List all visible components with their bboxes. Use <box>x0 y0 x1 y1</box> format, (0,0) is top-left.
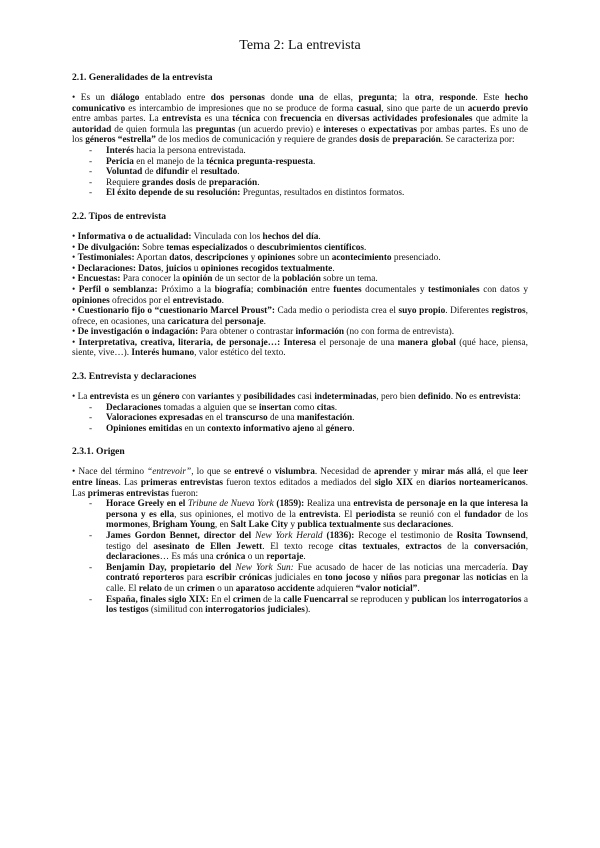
list-item: - Opiniones emitidas en un contexto informativo ajeno al género. <box>89 424 528 435</box>
dash-list <box>72 403 528 435</box>
bold-text: género <box>325 423 353 434</box>
bold-text: Testimoniales: <box>77 253 135 264</box>
bold-text: primeras entrevistas <box>140 478 223 489</box>
bold-text: “valor noticial” <box>355 583 418 594</box>
bold-text: Benjamin Day, propietario del <box>106 562 236 573</box>
bold-text: opiniones <box>72 295 110 306</box>
bold-text: siglo XIX <box>374 478 414 489</box>
bold-text: Pericia <box>106 156 134 167</box>
bold-text: aprender <box>374 467 411 478</box>
bold-text: De investigación o indagación: <box>77 327 199 338</box>
bold-text: hechos del día <box>262 231 319 242</box>
bold-text: caricatura <box>167 316 209 327</box>
bold-text: población <box>282 274 321 285</box>
bold-text: Interpretativa, creativa, literaria, de personaje…: <box>78 337 281 348</box>
bold-text: Opiniones emitidas <box>106 423 183 434</box>
bold-text: suyo propio <box>398 306 446 317</box>
italic-text: “entrevoir” <box>147 467 192 478</box>
bold-text: Perfil o semblanza: <box>78 284 158 295</box>
bold-text: crimen <box>186 583 215 594</box>
bold-text: opiniones <box>257 253 296 264</box>
bold-text: descripciones <box>195 253 249 264</box>
bold-text: citas textuales <box>338 541 398 552</box>
bold-text: publica textualmente <box>297 520 381 531</box>
list-item: - Horace Greely en el Tribune de Nueva York (1859): Realiza una entrevista de personaje en la que interesa la persona y es ella, sus opiniones, el motivo de la entrevista. El periodista se reunió con el fundador de los mormones, Brigham Young, en Salt Lake City y publica textualmente sus declaraciones. <box>89 499 528 531</box>
list-item: • Testimoniales: Aportan datos, descripciones y opiniones sobre un acontecimiento presenciado. <box>72 253 441 264</box>
list-item: • Informativa o de actualidad: Vinculada con los hechos del día. <box>72 231 321 242</box>
bold-text: entrevista <box>162 114 202 125</box>
bold-text: dosis <box>359 135 379 146</box>
bold-text: técnica pregunta-respuesta <box>206 156 313 167</box>
bold-text: Horace Greely en el <box>106 499 188 510</box>
bold-text: relato <box>138 583 162 594</box>
bold-text: los testigos <box>106 605 149 616</box>
bold-text: aparatoso accidente <box>235 583 315 594</box>
list-item: - Valoraciones expresadas en el transcurso de una manifestación. <box>89 413 528 424</box>
italic-text: New York Herald <box>255 531 323 541</box>
bold-text: asesinato de Ellen Jewett <box>153 541 263 552</box>
list-item: • Interpretativa, creativa, literaria, de personaje…: Interesa el personaje de una manera global (qué hace, piensa, siente, vive…). Interés humano, valor estético del texto. <box>72 337 528 359</box>
dash-list <box>72 146 528 199</box>
bold-text: preparación <box>392 135 441 146</box>
bold-text: Cuestionario fijo o “cuestionario Marcel Proust”: <box>77 306 275 317</box>
section-generalidades <box>72 72 528 199</box>
bold-text: Declaraciones <box>106 402 162 413</box>
bold-text: declaraciones <box>397 520 451 531</box>
bold-text: niños <box>380 573 402 584</box>
bold-text: James Gordon Bennet, director del <box>106 531 256 541</box>
bold-text: El éxito depende de su resolución: <box>106 188 241 199</box>
bold-text: fuentes <box>333 284 362 295</box>
bold-text: diversas actividades profesionales <box>336 114 473 125</box>
bold-text: hecho comunicativo <box>72 93 529 114</box>
bold-text: definido <box>418 392 451 403</box>
bold-text: técnica <box>232 114 261 125</box>
bold-text: descubrimientos científicos <box>256 242 364 253</box>
italic-text: Tribune de Nueva York <box>187 499 274 510</box>
bold-text: preguntas <box>195 124 236 135</box>
bold-text: autoridad <box>72 124 112 135</box>
bold-text: temas especializados <box>166 242 248 253</box>
list-item: • Cuestionario fijo o “cuestionario Marcel Proust”: Cada medio o periodista crea el suyo propio. Diferentes registros, ofrece, en ocasiones, una caricatura del personaje. <box>72 306 528 327</box>
bold-text: escribir crónicas <box>205 573 272 584</box>
bold-text: entrevista <box>479 392 519 403</box>
bold-text: entrevé <box>234 467 264 478</box>
section-origen <box>72 446 528 615</box>
bold-text: mormones <box>106 520 148 531</box>
list-item: - Requiere grandes dosis de preparación. <box>89 178 528 189</box>
bold-text: grandes dosis <box>141 177 196 188</box>
bold-text: No <box>455 392 467 403</box>
bold-text: una <box>298 93 314 103</box>
bold-text: Day contrató reporteros <box>106 562 528 584</box>
bold-text: género <box>152 392 180 403</box>
bold-text: Interés humano <box>131 348 195 359</box>
bold-text: registros <box>491 306 526 317</box>
section-tipos <box>72 211 528 359</box>
bold-text: entrevista <box>299 509 339 520</box>
section-heading: 2.1. Generalidades de la entrevista <box>72 72 213 83</box>
bold-text: juicios <box>165 263 192 274</box>
bold-text: interrogatorios <box>461 594 522 605</box>
bold-text: entrevistado <box>172 295 222 306</box>
bold-text: datos <box>169 253 191 264</box>
bold-text: posibilidades <box>243 392 296 403</box>
list-item: - Pericia en el manejo de la técnica pregunta-respuesta. <box>89 157 528 168</box>
bold-text: acuerdo previo <box>467 103 528 114</box>
bold-text: interrogatorios judiciales <box>205 605 305 616</box>
section-heading: 2.3. Entrevista y declaraciones <box>72 371 197 383</box>
bold-text: manifestación <box>296 413 353 424</box>
bold-text: dos personas <box>210 93 265 103</box>
bold-text: pregonar <box>423 573 461 584</box>
bold-text: (1859): <box>273 499 305 510</box>
bold-text: Encuestas: <box>77 274 121 285</box>
bold-text: noticias <box>476 573 507 584</box>
list-item: • De divulgación: Sobre temas especializados o descubrimientos científicos. <box>72 242 367 253</box>
bold-text: variantes <box>197 392 235 403</box>
bold-text: acontecimiento <box>331 253 392 264</box>
bold-text: periodista <box>355 509 396 520</box>
list-item: • Perfil o semblanza: Próximo a la biografía; combinación entre fuentes documentales y testimoniales con datos y opiniones ofrecidos por el entrevistado. <box>72 284 528 306</box>
bold-text: información <box>295 327 345 338</box>
page-title: Tema 2: La entrevista <box>239 38 361 53</box>
list-item: • De investigación o indagación: Para obtener o contrastar información (no con forma de entrevista). <box>72 327 455 338</box>
bold-text: Interesa <box>283 337 316 348</box>
bold-text: crónica <box>216 552 246 563</box>
list-item: - Voluntad de difundir el resultado. <box>89 167 528 178</box>
bold-text: Declaraciones: <box>77 263 136 274</box>
list-item: • Encuestas: Para conocer la opinión de un sector de la población sobre un tema. <box>72 274 378 285</box>
bold-text: biografía <box>214 284 251 295</box>
bold-text: Salt Lake City <box>230 520 289 531</box>
bold-text: conversación <box>474 541 526 552</box>
paragraph: • Es un diálogo entablado entre dos personas donde una de ellas, pregunta; la otra, responde. Este hecho comunicativo es intercambio de impresiones que no se produce de forma casual, sino que parte de un acuerdo previo entre ambas partes. La entrevista es una técnica con frecuencia en diversas actividades profesionales que admite la autoridad de quien formula las preguntas (un acuerdo previo) e intereses o expectativas por ambas partes. Es uno de los géneros “estrella” de los medios de comunicación y requiere de grandes dosis de preparación. Se caracteriza por: <box>72 93 529 146</box>
bold-text: casual <box>356 103 382 114</box>
bold-text: publican <box>411 594 447 605</box>
paragraph: • Nace del término “entrevoir”, lo que se entrevé o vislumbra. Necesidad de aprender y mirar más allá, el que leer entre líneas. Las primeras entrevistas fueron textos editados a mediados del siglo XIX en diarios norteamericanos. Las primeras entrevistas fueron: <box>72 467 529 499</box>
bold-text: pregunta <box>358 93 395 103</box>
section-heading: 2.3.1. Origen <box>72 446 125 458</box>
bold-text: Informativa o de actualidad: <box>77 231 192 242</box>
bold-text: mirar más allá <box>421 467 482 478</box>
bold-text: calle Fuencarral <box>283 594 349 605</box>
bold-text: diálogo <box>110 93 140 103</box>
bold-text: extractos <box>405 541 442 552</box>
bold-text: De divulgación: <box>77 242 140 253</box>
bold-text: difundir <box>155 167 189 178</box>
bold-text: entrevista <box>89 392 129 403</box>
paragraph: • La entrevista es un género con variantes y posibilidades casi indeterminadas, pero bien definido. No es entrevista: <box>72 392 521 403</box>
bold-text: transcurso <box>225 413 268 424</box>
bold-text: citas <box>316 402 335 413</box>
bold-text: insertan <box>258 402 292 413</box>
bold-text: reportaje <box>266 552 304 563</box>
bold-text: España, finales siglo XIX: <box>106 594 209 605</box>
bold-text: manera global <box>397 337 456 348</box>
bold-text: leer entre líneas <box>72 467 529 489</box>
bold-text: (1836): <box>322 531 355 541</box>
bold-text: preparación <box>208 177 258 188</box>
bold-text: resultado <box>200 167 238 178</box>
bold-text: intereses <box>323 124 358 135</box>
bold-text: frecuencia <box>280 114 322 125</box>
bold-text: fundador <box>464 509 502 520</box>
type-list <box>72 232 528 359</box>
bold-text: otra <box>414 93 432 103</box>
list-item: - España, finales siglo XIX: En el crimen de la calle Fuencarral se reproducen y publican los interrogatorios a los testigos (similitud con interrogatorios judiciales). <box>89 595 528 616</box>
bold-text: entrevista de personaje en la que interesa la persona y es ella <box>106 499 528 520</box>
list-item: - Declaraciones tomadas a alguien que se insertan como citas. <box>89 403 528 414</box>
section-declaraciones <box>72 371 528 434</box>
bold-text: expectativas <box>368 124 418 135</box>
bold-text: tono jocoso <box>325 573 371 584</box>
bold-text: opinión <box>182 274 213 285</box>
bold-text: primeras entrevistas <box>87 488 169 499</box>
bold-text: Valoraciones expresadas <box>106 413 203 424</box>
list-item: - Interés hacia la persona entrevistada. <box>89 146 528 157</box>
list-item: - Benjamin Day, propietario del New York Sun: Fue acusado de hacer de las noticias una mercadería. Day contrató reporteros para escribir crónicas judiciales en tono jocoso y niños para pregonar las noticias en la calle. El relato de un crimen o un aparatoso accidente adquieren “valor noticial”. <box>89 563 528 595</box>
bold-text: Voluntad <box>106 167 143 178</box>
bold-text: opiniones recogidos textualmente <box>200 263 333 274</box>
bold-text: crimen <box>232 594 261 605</box>
dash-list <box>72 499 528 616</box>
section-heading: 2.2. Tipos de entrevista <box>72 210 167 222</box>
list-item: - James Gordon Bennet, director del New York Herald (1836): Recoge el testimonio de Rosita Townsend, testigo del asesinato de Ellen Jewett. El texto recoge citas textuales, extractos de la conversación, declaraciones… Es más una crónica o un reportaje. <box>89 531 528 563</box>
bold-text: indeterminadas <box>314 392 377 403</box>
bold-text: diarios norteamericanos <box>428 478 526 489</box>
bold-text: Brigham Young <box>152 520 215 531</box>
list-item: - El éxito depende de su resolución: Preguntas, resultados en distintos formatos. <box>89 188 528 199</box>
bold-text: Datos <box>138 263 161 274</box>
bold-text: personaje <box>224 316 264 327</box>
list-item: • Declaraciones: Datos, juicios u opiniones recogidos textualmente. <box>72 263 335 274</box>
bold-text: géneros “estrella” <box>85 135 156 146</box>
italic-text: New York Sun: <box>235 562 294 573</box>
bold-text: vislumbra <box>274 467 315 478</box>
bold-text: declaraciones <box>106 552 160 563</box>
bold-text: testimoniales <box>428 284 480 295</box>
bold-text: Rosita Townsend <box>456 531 526 541</box>
bold-text: contexto informativo ajeno <box>207 423 315 434</box>
bold-text: combinación <box>256 284 308 295</box>
bold-text: Interés <box>106 145 134 156</box>
bold-text: responde <box>439 93 476 103</box>
